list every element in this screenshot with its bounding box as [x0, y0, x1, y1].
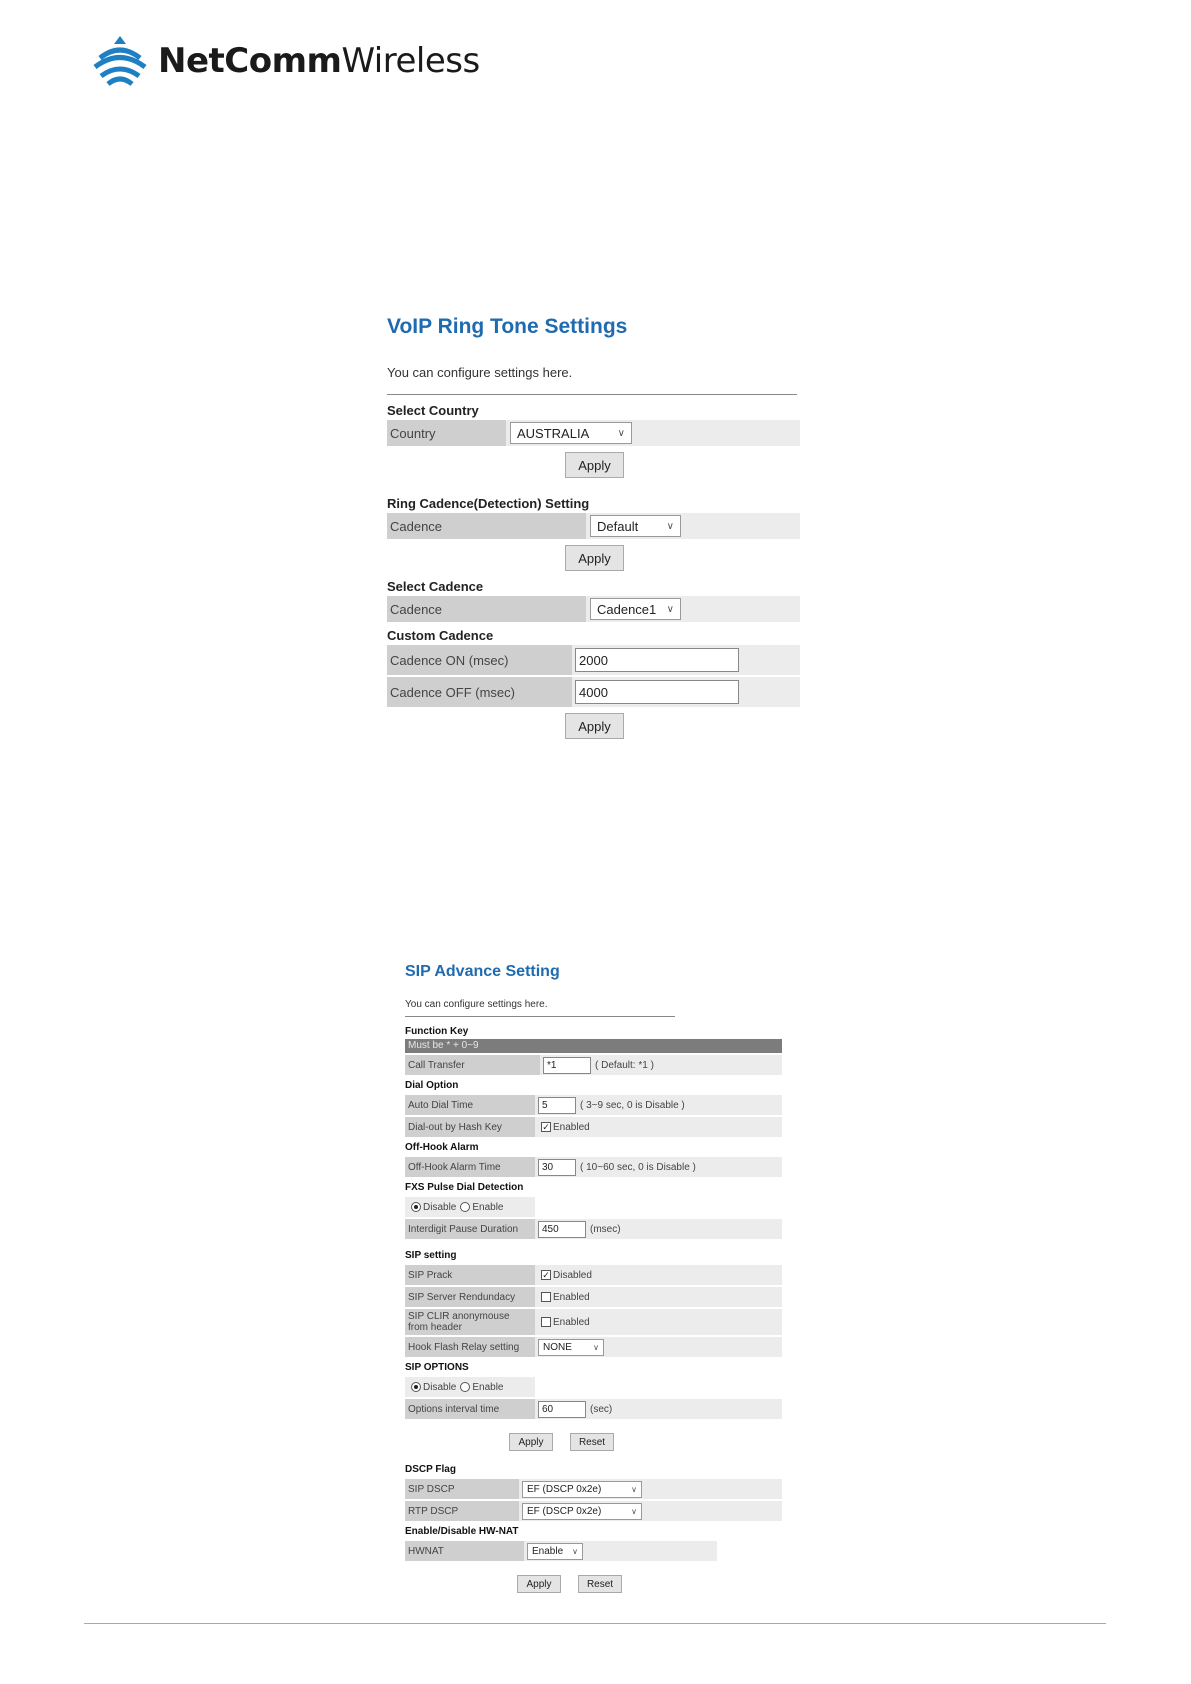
sip-dscp-label: SIP DSCP: [405, 1479, 519, 1499]
sip-options-disable-label: Disable: [423, 1381, 457, 1393]
call-transfer-input[interactable]: *1: [543, 1057, 591, 1074]
hook-flash-row: [405, 1337, 782, 1357]
ring-cadence-heading: Ring Cadence(Detection) Setting: [387, 496, 590, 511]
hwnat-heading: Enable/Disable HW-NAT: [405, 1526, 519, 1537]
chevron-down-icon: ∨: [617, 427, 625, 439]
cadence-off-row: [387, 677, 800, 707]
sip-title: SIP Advance Setting: [405, 963, 560, 980]
custom-cadence-heading: Custom Cadence: [387, 628, 494, 643]
sip-dscp-select[interactable]: EF (DSCP 0x2e) ∨: [522, 1481, 642, 1498]
fxs-enable-radio[interactable]: [460, 1202, 470, 1212]
hwnat-row: [405, 1541, 717, 1561]
hook-flash-select[interactable]: NONE ∨: [538, 1339, 604, 1356]
auto-dial-input[interactable]: 5: [538, 1097, 576, 1114]
select-cadence-heading: Select Cadence: [387, 579, 484, 594]
country-row: [387, 420, 800, 446]
sip-clir-checkbox[interactable]: [541, 1317, 551, 1327]
sip-setting-heading: SIP setting: [405, 1250, 457, 1261]
ring-cadence-label: Cadence: [387, 513, 586, 539]
function-key-heading: Function Key: [405, 1026, 469, 1037]
logo-wordmark: NetCommWireless: [158, 41, 480, 81]
hook-flash-label: Hook Flash Relay setting: [405, 1337, 535, 1357]
auto-dial-note: ( 3~9 sec, 0 is Disable ): [580, 1099, 685, 1111]
chevron-down-icon: ∨: [666, 603, 674, 615]
cadence-off-label: Cadence OFF (msec): [387, 677, 572, 707]
sip-button-row: [509, 1433, 785, 1451]
custom-cadence-apply-button[interactable]: Apply: [565, 713, 624, 739]
call-transfer-row: [405, 1055, 782, 1075]
sip-description: You can configure settings here.: [405, 999, 548, 1010]
ring-cadence-row: [387, 513, 800, 539]
sip-options-radio-row: [405, 1377, 535, 1397]
call-transfer-note: ( Default: *1 ): [595, 1059, 654, 1071]
rtp-dscp-select[interactable]: EF (DSCP 0x2e) ∨: [522, 1503, 642, 1520]
sip-dscp-row: [405, 1479, 782, 1499]
sip-reset-button[interactable]: Reset: [570, 1433, 614, 1451]
ringtone-panel: [387, 315, 800, 739]
footer-divider: [84, 1623, 1106, 1624]
hash-key-check-label: Enabled: [553, 1121, 590, 1133]
chevron-down-icon: ∨: [631, 1484, 637, 1494]
function-key-bar: Must be * + 0~9: [405, 1039, 782, 1053]
chevron-down-icon: ∨: [666, 520, 674, 532]
sip-prack-row: [405, 1265, 782, 1285]
sip-clir-label: SIP CLIR anonymouse from header: [405, 1309, 535, 1335]
interdigit-note: (msec): [590, 1223, 621, 1235]
hash-key-row: [405, 1117, 782, 1137]
fxs-disable-radio[interactable]: [411, 1202, 421, 1212]
sip-clir-check-label: Enabled: [553, 1316, 590, 1328]
sip-redundancy-row: [405, 1287, 782, 1307]
country-label: Country: [387, 420, 506, 446]
cadence-off-input[interactable]: 4000: [575, 680, 739, 704]
auto-dial-row: [405, 1095, 782, 1115]
hwnat-apply-button[interactable]: Apply: [517, 1575, 561, 1593]
wifi-logo-icon: [92, 34, 148, 88]
sip-apply-button[interactable]: Apply: [509, 1433, 553, 1451]
dscp-heading: DSCP Flag: [405, 1464, 456, 1475]
offhook-label: Off-Hook Alarm Time: [405, 1157, 535, 1177]
divider: [405, 1016, 675, 1017]
options-interval-row: [405, 1399, 782, 1419]
cadence-on-input[interactable]: 2000: [575, 648, 739, 672]
select-country-heading: Select Country: [387, 403, 479, 418]
sip-options-disable-radio[interactable]: [411, 1382, 421, 1392]
page-title: VoIP Ring Tone Settings: [387, 315, 628, 338]
cadence-on-row: [387, 645, 800, 675]
sip-redundancy-label: SIP Server Rendundacy: [405, 1287, 535, 1307]
options-interval-input[interactable]: 60: [538, 1401, 586, 1418]
interdigit-row: [405, 1219, 782, 1239]
interdigit-input[interactable]: 450: [538, 1221, 586, 1238]
sip-redundancy-checkbox[interactable]: [541, 1292, 551, 1302]
sip-options-heading: SIP OPTIONS: [405, 1362, 469, 1373]
chevron-down-icon: ∨: [572, 1546, 578, 1556]
sip-clir-row: [405, 1309, 782, 1335]
select-cadence-label: Cadence: [387, 596, 586, 622]
cadence-on-label: Cadence ON (msec): [387, 645, 572, 675]
divider: [387, 394, 797, 395]
sip-prack-checkbox[interactable]: ✓: [542, 1269, 550, 1280]
hwnat-label: HWNAT: [405, 1541, 524, 1561]
ring-cadence-select[interactable]: Default ∨: [590, 515, 681, 537]
fxs-heading: FXS Pulse Dial Detection: [405, 1182, 524, 1193]
options-interval-label: Options interval time: [405, 1399, 535, 1419]
dial-option-heading: Dial Option: [405, 1080, 459, 1091]
options-interval-note: (sec): [590, 1403, 613, 1415]
fxs-enable-label: Enable: [472, 1201, 504, 1213]
auto-dial-label: Auto Dial Time: [405, 1095, 535, 1115]
rtp-dscp-row: [405, 1501, 782, 1521]
hwnat-reset-button[interactable]: Reset: [578, 1575, 622, 1593]
sip-prack-label: SIP Prack: [405, 1265, 535, 1285]
chevron-down-icon: ∨: [631, 1506, 637, 1516]
sip-prack-check-label: Disabled: [553, 1269, 592, 1281]
select-cadence-row: [387, 596, 800, 622]
hash-key-label: Dial-out by Hash Key: [405, 1117, 535, 1137]
ring-cadence-apply-button[interactable]: Apply: [565, 545, 624, 571]
offhook-heading: Off-Hook Alarm: [405, 1142, 479, 1153]
offhook-row: [405, 1157, 782, 1177]
offhook-input[interactable]: 30: [538, 1159, 576, 1176]
call-transfer-label: Call Transfer: [405, 1055, 540, 1075]
sip-options-enable-radio[interactable]: [460, 1382, 470, 1392]
select-cadence-select[interactable]: Cadence1 ∨: [590, 598, 681, 620]
fxs-disable-label: Disable: [423, 1201, 457, 1213]
chevron-down-icon: ∨: [593, 1342, 599, 1352]
page-description: You can configure settings here.: [387, 365, 573, 380]
country-apply-button[interactable]: Apply: [565, 452, 624, 478]
country-select[interactable]: AUSTRALIA ∨: [510, 422, 632, 444]
sip-advance-panel: [405, 963, 785, 1593]
hwnat-button-row: [517, 1575, 785, 1593]
sip-redundancy-check-label: Enabled: [553, 1291, 590, 1303]
interdigit-label: Interdigit Pause Duration: [405, 1219, 535, 1239]
netcomm-logo: [92, 34, 480, 88]
fxs-radio-row: [405, 1197, 535, 1217]
hash-key-checkbox[interactable]: ✓: [542, 1121, 550, 1132]
sip-options-enable-label: Enable: [472, 1381, 504, 1393]
offhook-note: ( 10~60 sec, 0 is Disable ): [580, 1161, 696, 1173]
hwnat-select[interactable]: Enable ∨: [527, 1543, 583, 1560]
rtp-dscp-label: RTP DSCP: [405, 1501, 519, 1521]
